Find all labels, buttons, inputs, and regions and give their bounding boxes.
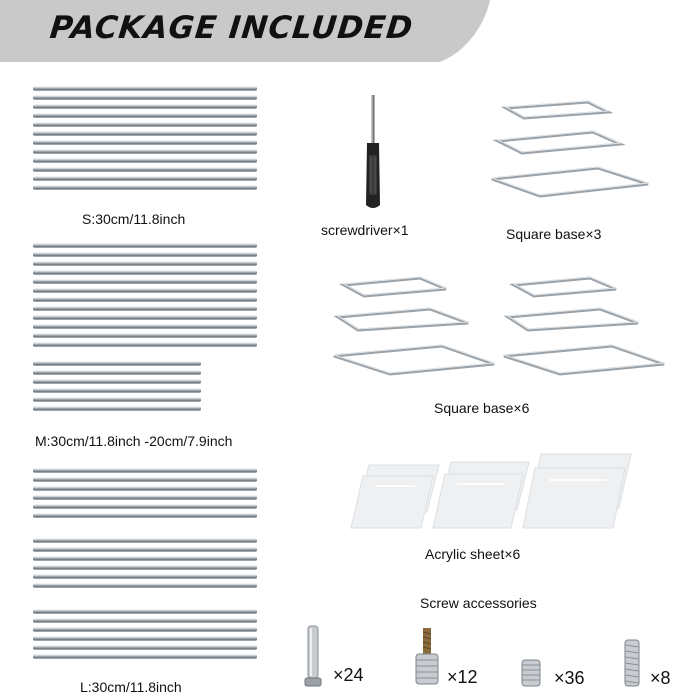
rod [33,486,257,491]
rod [33,95,257,100]
rod [33,324,257,329]
rod [33,406,201,411]
rod [33,113,257,118]
rod [33,131,257,136]
rod [33,538,257,543]
rod [33,279,257,284]
rod [33,270,257,275]
square-base-6-left-icon [330,272,500,382]
rod [33,645,257,650]
rod [33,158,257,163]
rod-group-m-long [33,243,257,353]
threaded-rod-icon [622,640,642,686]
rod [33,654,257,659]
rod [33,122,257,127]
rod [33,618,257,623]
rod [33,104,257,109]
rod [33,574,257,579]
rod [33,333,257,338]
rod [33,288,257,293]
rod [33,342,257,347]
square-base-6-right-icon [500,272,670,382]
rod [33,388,201,393]
rod [33,636,257,641]
rod [33,185,257,190]
rod-group-l-3 [33,609,257,661]
item-label-acrylic-sheet: Acrylic sheet×6 [425,546,521,562]
rod-label-l: L:30cm/11.8inch [80,679,182,695]
rod [33,547,257,552]
item-label-square-base-3: Square base×3 [506,226,602,242]
rod [33,361,201,366]
rod [33,583,257,588]
long-pin-screw-icon [303,626,323,688]
acrylic-sheet-icon [345,450,635,532]
rod [33,306,257,311]
screw-qty: ×8 [650,668,671,688]
rod [33,397,201,402]
rod [33,315,257,320]
screw-accessories-heading: Screw accessories [420,595,537,611]
rod [33,379,201,384]
rod [33,495,257,500]
rod [33,149,257,154]
rod [33,140,257,145]
screwdriver-icon [358,95,388,210]
rod [33,86,257,91]
rod-label-s: S:30cm/11.8inch [82,211,186,227]
square-base-3-icon [488,98,658,208]
rod-label-m: M:30cm/11.8inch -20cm/7.9inch [35,433,233,449]
rod [33,243,257,248]
rod [33,468,257,473]
rod [33,609,257,614]
short-threaded-coupler-icon [520,660,542,686]
item-label-screwdriver: screwdriver×1 [321,222,409,238]
screw-qty: ×36 [554,668,585,688]
rod [33,297,257,302]
rod [33,565,257,570]
rod [33,504,257,509]
screw-qty: ×24 [333,665,364,685]
rod [33,167,257,172]
screw-qty: ×12 [447,667,478,687]
rod [33,176,257,181]
threaded-connector-icon [413,628,441,686]
rod-group-m-short [33,361,201,413]
rod [33,513,257,518]
rod [33,261,257,266]
page-title: PACKAGE INCLUDED [48,10,416,46]
rod [33,252,257,257]
rod [33,556,257,561]
item-label-square-base-6: Square base×6 [434,400,530,416]
rod-group-l-1 [33,468,257,520]
rod [33,477,257,482]
rod-group-l-2 [33,538,257,590]
rod [33,370,201,375]
rod-group-s [33,86,257,196]
rod [33,627,257,632]
